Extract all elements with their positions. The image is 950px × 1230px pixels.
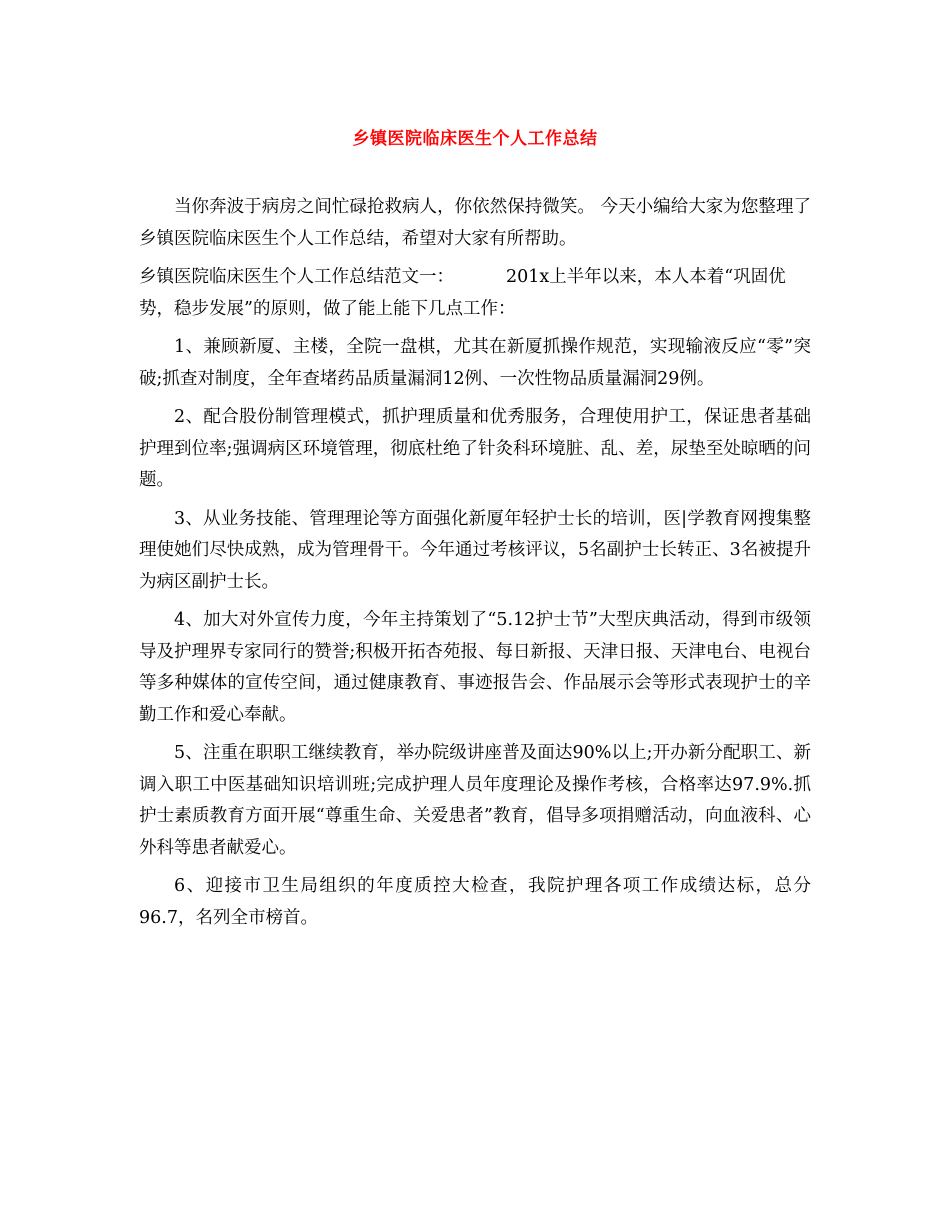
sample-lead: 201x上半年以来，本人本着“巩固优势，稳步发展”的原则，做了能上能下几点工作： <box>139 267 786 319</box>
list-item: 3、从业务技能、管理理论等方面强化新厦年轻护士长的培训，医|学教育网搜集整理使她们尽快成熟，成为管理骨干。今年通过考核评议，5名副护士长转正、3名被提升为病区副护士长。 <box>139 508 811 592</box>
list-item: 4、加大对外宣传力度，今年主持策划了“5.12护士节”大型庆典活动，得到市级领导及护理界专家同行的赞誉;积极开拓杏苑报、每日新报、天津日报、天津电台、电视台等多种媒体的宣传空间，通过健康教育、事迹报告会、作品展示会等形式表现护士的辛勤工作和爱心奉献。 <box>139 610 811 725</box>
sample-paragraph <box>139 262 811 325</box>
list-item: 5、注重在职职工继续教育，举办院级讲座普及面达90%以上;开办新分配职工、新调入职工中医基础知识培训班;完成护理人员年度理论及操作考核，合格率达97.9%.抓护士素质教育方面开展“尊重生命、关爱患者”教育，倡导多项捐赠活动，向血液科、心外科等患者献爱心。 <box>139 743 811 858</box>
document-body <box>139 192 811 941</box>
sample-heading: 乡镇医院临床医生个人工作总结范文一： <box>139 267 454 287</box>
list-item: 1、兼顾新厦、主楼，全院一盘棋，尤其在新厦抓操作规范，实现输液反应“零”突破;抓查对制度，全年查堵药品质量漏洞12例、一次性物品质量漏洞29例。 <box>139 337 811 389</box>
list-item: 2、配合股份制管理模式，抓护理质量和优秀服务，合理使用护工，保证患者基础护理到位率;强调病区环境管理，彻底杜绝了针灸科环境脏、乱、差，尿垫至处晾晒的问题。 <box>139 407 811 490</box>
intro-paragraph: 当你奔波于病房之间忙碌抢救病人，你依然保持微笑。 今天小编给大家为您整理了乡镇医院临床医生个人工作总结，希望对大家有所帮助。 <box>139 197 811 249</box>
document-title: 乡镇医院临床医生个人工作总结 <box>352 129 598 149</box>
list-item: 6、迎接市卫生局组织的年度质控大检查，我院护理各项工作成绩达标，总分96.7，名列全市榜首。 <box>139 876 811 928</box>
